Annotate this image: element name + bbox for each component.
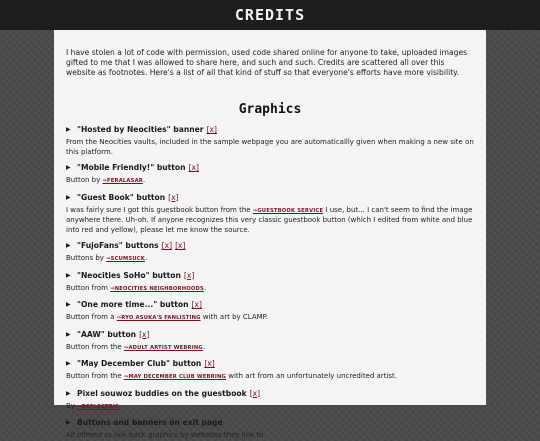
expand-triangle-icon[interactable]: ▶: [66, 271, 71, 279]
entry-title-text: "Guest Book" button: [77, 192, 166, 202]
expand-triangle-icon[interactable]: ▶: [66, 301, 71, 308]
entry-description: From the Neocities vaults, included in the sample webpage you are automaticallly given when making a new site on this platform.: [66, 138, 474, 156]
list-item: [66, 125, 474, 157]
expand-triangle-icon[interactable]: ▶: [66, 164, 71, 171]
credit-link[interactable]: ⇒NEOCITIES NEIGHBORHOODS: [110, 285, 204, 292]
entry-description: Button from a ⇒RYO ASUKA'S FANLISTING with art by CLAMP.: [66, 313, 269, 321]
credit-link[interactable]: ⇒MAY DECEMBER CLUB WEBRING: [123, 374, 226, 380]
list-item: [66, 389, 474, 413]
credit-link[interactable]: ⇒SCUMSUCK: [106, 256, 145, 262]
list-item: [66, 193, 474, 236]
list-item: [66, 359, 474, 383]
entry-title-text: "May December Club" button: [77, 359, 202, 368]
list-item: [66, 241, 474, 265]
expand-triangle-icon[interactable]: ▶: [66, 242, 71, 249]
entry-title[interactable]: [66, 359, 474, 369]
source-link[interactable]: [x]: [161, 241, 173, 250]
list-item: [66, 418, 474, 441]
source-link[interactable]: [x]: [183, 270, 195, 280]
graphics-list: [66, 125, 474, 441]
entry-title-text: "Mobile Friendly!" button: [77, 163, 186, 172]
entry-title[interactable]: [66, 418, 474, 428]
entry-title[interactable]: [66, 193, 474, 203]
credit-link[interactable]: ⇒FERALASAR: [102, 178, 143, 184]
entry-description: All offered as link-back graphics by websites they link to.: [66, 431, 266, 439]
entry-title[interactable]: [66, 241, 474, 251]
entry-title-text: "AAW" button: [77, 329, 137, 339]
source-link[interactable]: [x]: [168, 192, 179, 202]
entry-title-text: Buttons and banners on exit page: [77, 418, 223, 427]
source-link[interactable]: [x]: [249, 388, 261, 398]
entry-title-text: "One more time..." button: [77, 300, 189, 309]
expand-triangle-icon[interactable]: ▶: [66, 360, 71, 367]
expand-triangle-icon[interactable]: ▶: [66, 419, 71, 426]
entry-title[interactable]: [66, 163, 474, 173]
entry-title[interactable]: [66, 330, 474, 340]
entry-description: Button from the ⇒MAY DECEMBER CLUB WEBRING with art from an unfortunately uncredited artist.: [66, 372, 398, 380]
entry-description: Button by ⇒FERALASAR.: [66, 176, 146, 184]
credit-link[interactable]: ⇒RYO ASUKA'S FANLISTING: [116, 315, 201, 321]
list-item: [66, 163, 474, 187]
entry-title-text: Pixel souwoz buddies on the guestbook: [77, 388, 247, 398]
entry-description: I was fairly sure I got this guestbook button from the ⇒GUESTBOOK SERVICE I use, but... I can't seem to find the image anywhere there. Uh-oh. If anyone recognizes this very classic guestbook button (which I edited from white and blue into red and yellow), please let me know the source.: [66, 205, 473, 234]
site-header: [0, 0, 540, 30]
entry-description: Button from the ⇒ADULT ARTIST WEBRING.: [66, 342, 206, 351]
credit-link[interactable]: ⇒DEFLECTRIC: [77, 403, 120, 410]
entry-title[interactable]: [66, 300, 474, 310]
source-link[interactable]: [x]: [191, 300, 202, 309]
source-link[interactable]: [x]: [175, 241, 186, 250]
expand-triangle-icon[interactable]: ▶: [66, 126, 71, 133]
list-item: [66, 271, 474, 295]
content-panel: [54, 30, 486, 439]
intro-text: I have stolen a lot of code with permission, used code shared online for anyone to take, uploaded images gifted to me that I was allowed to share here, and such and such. Credits are scattered all over this website as footnotes. Here's a list of all that kind of stuff so that everyone's efforts have more visibility.: [66, 48, 468, 77]
expand-triangle-icon[interactable]: ▶: [66, 193, 71, 201]
source-link[interactable]: [x]: [204, 359, 215, 368]
entry-title-text: "Hosted by Neocities" banner: [77, 125, 204, 134]
entry-title-text: "FujoFans" buttons: [77, 241, 159, 250]
list-item: [66, 300, 474, 324]
entry-title[interactable]: [66, 125, 474, 135]
entry-description: By ⇒DEFLECTRIC.: [66, 401, 122, 410]
page-title: CREDITS: [234, 6, 306, 24]
entry-description: Buttons by ⇒SCUMSUCK.: [66, 254, 148, 262]
credit-link[interactable]: ⇒ADULT ARTIST WEBRING: [123, 344, 203, 351]
entry-description: Button from ⇒NEOCITIES NEIGHBORHOODS.: [66, 283, 207, 292]
list-item: [66, 330, 474, 354]
credit-link[interactable]: ⇒GUESTBOOK SERVICE: [252, 207, 324, 214]
source-link[interactable]: [x]: [139, 329, 150, 339]
entry-title[interactable]: [66, 389, 474, 399]
section-heading-graphics: Graphics: [238, 102, 302, 117]
expand-triangle-icon[interactable]: ▶: [66, 389, 71, 397]
entry-title-text: "Neocities SoHo" button: [77, 270, 181, 280]
entry-title[interactable]: [66, 271, 474, 281]
expand-triangle-icon[interactable]: ▶: [66, 330, 71, 338]
source-link[interactable]: [x]: [188, 163, 199, 172]
source-link[interactable]: [x]: [206, 125, 217, 134]
